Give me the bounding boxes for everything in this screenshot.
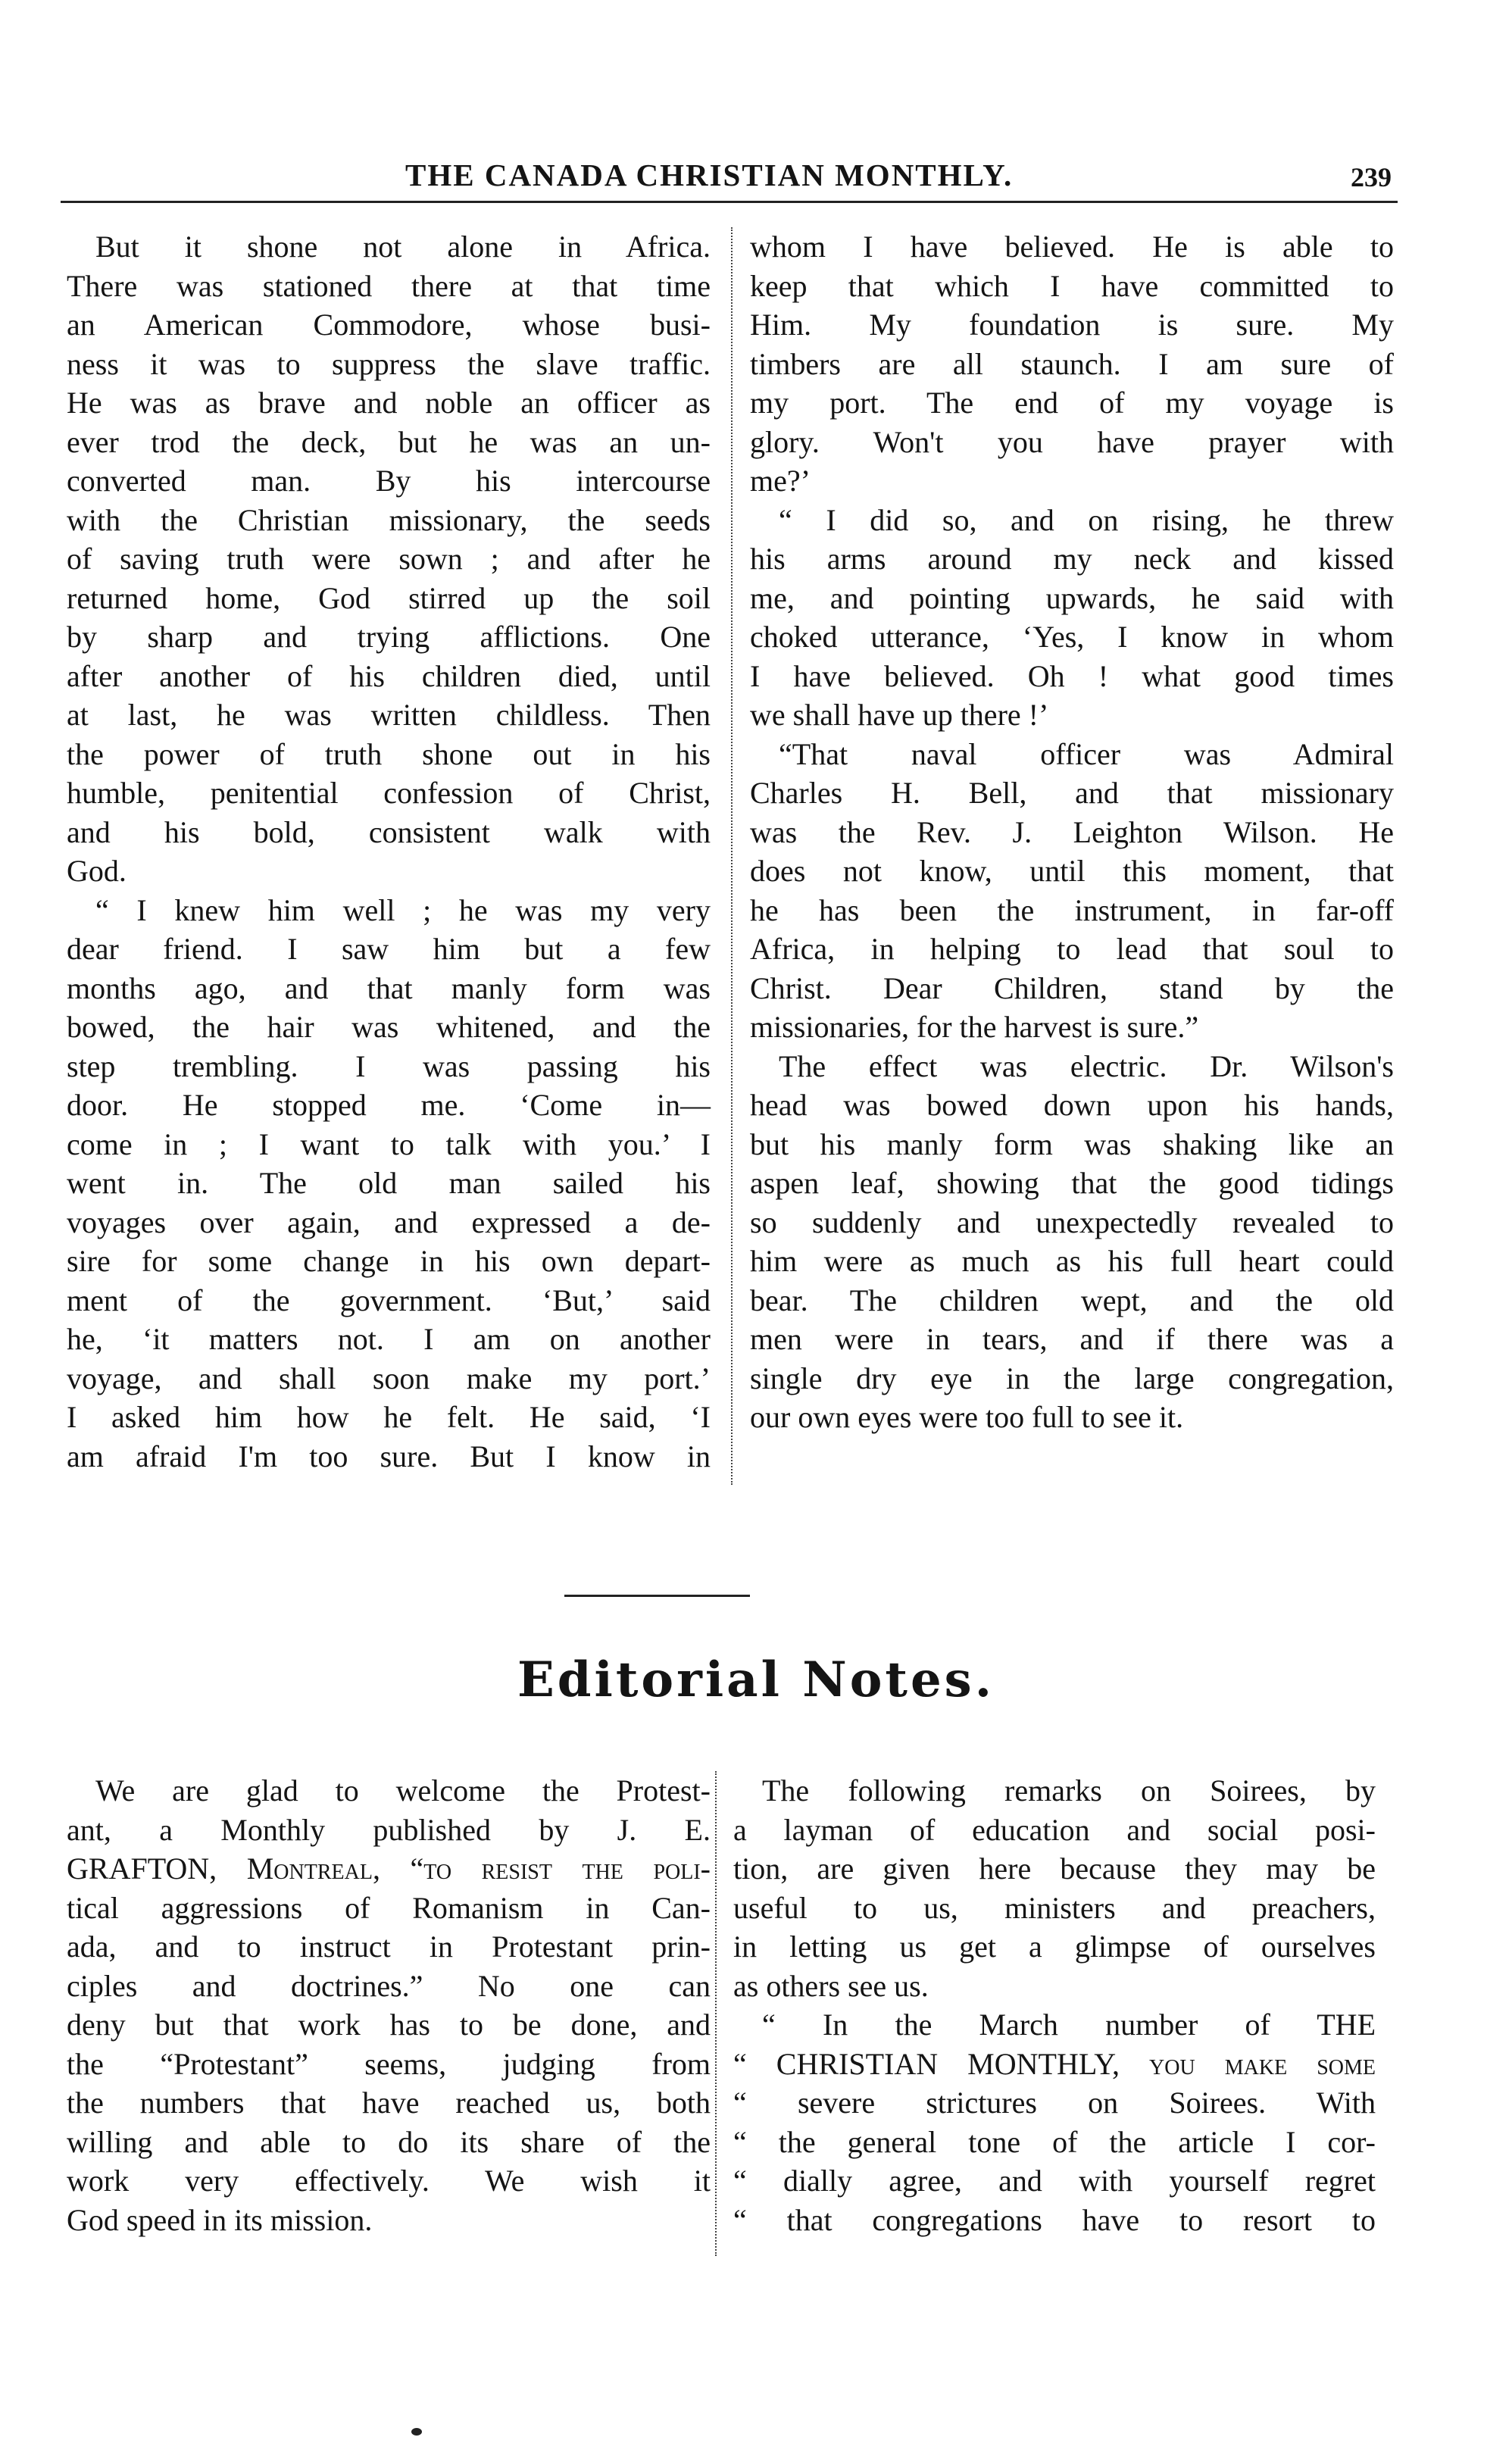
text-line: God speed in its mission. (67, 2202, 373, 2237)
article-paragraph (750, 501, 1394, 735)
article-paragraph (67, 891, 711, 1476)
text-line: at last, he was written childless. Then (67, 698, 711, 732)
page-number: 239 (1351, 162, 1392, 192)
text-line: aspen leaf, showing that the good tidings (750, 1166, 1394, 1200)
text-line: God. (67, 854, 127, 888)
text-line: he has been the instrument, in far-off (750, 892, 1394, 927)
text-line: dear friend. I saw him but a few (67, 932, 711, 966)
text-line: But it shone not alone in Africa. (95, 230, 711, 264)
text-line: “ I did so, and on rising, he threw (779, 502, 1394, 537)
article-paragraph (750, 227, 1394, 501)
text-line: I asked him how he felt. He said, ‘I (67, 1400, 711, 1434)
text-line: missionaries, for the harvest is sure.” (750, 1010, 1199, 1044)
article-paragraph (750, 735, 1394, 1047)
text-line: voyages over again, and expressed a de- (67, 1205, 711, 1239)
article-paragraph (750, 1047, 1394, 1437)
text-line: does not know, until this moment, that (750, 854, 1394, 888)
section-title: Editorial Notes. (517, 1651, 995, 1708)
text-line: “ In the March number of THE (762, 2008, 1376, 2042)
text-line: as others see us. (733, 1968, 929, 2003)
text-line: bowed, the hair was whitened, and the (67, 1010, 711, 1044)
running-header (61, 155, 1398, 203)
column-divider (731, 227, 733, 1485)
text-line: Him. My foundation is sure. My (750, 308, 1394, 342)
text-line: so suddenly and unexpectedly revealed to (750, 1205, 1394, 1239)
editorial-paragraph (733, 2005, 1376, 2239)
text-line: whom I have believed. He is able to (750, 230, 1394, 264)
text-line: The effect was electric. Dr. Wilson's (779, 1048, 1394, 1083)
section-separator-rule (564, 1595, 750, 1597)
text-line: Charles H. Bell, and that missionary (750, 776, 1394, 810)
text-line: the power of truth shone out in his (67, 736, 711, 771)
text-line: ada, and to instruct in Protestant prin- (67, 1929, 711, 1964)
text-line: useful to us, ministers and preachers, (733, 1890, 1376, 1925)
text-line: tical aggressions of Romanism in Can- (67, 1890, 711, 1925)
text-line: my port. The end of my voyage is (750, 386, 1394, 420)
text-line: tion, are given here because they may be (733, 1851, 1376, 1886)
text-line: with the Christian missionary, the seeds (67, 502, 711, 537)
text-line: deny but that work has to be done, and (67, 2008, 711, 2042)
article-paragraph (67, 227, 711, 891)
text-line: an American Commodore, whose busi- (67, 308, 711, 342)
text-line: Africa, in helping to lead that soul to (750, 932, 1394, 966)
article-left-column (67, 227, 711, 1476)
text-line: ment of the government. ‘But,’ said (67, 1283, 711, 1317)
text-line: ness it was to suppress the slave traffic. (67, 346, 711, 381)
text-line: went in. The old man sailed his (67, 1166, 711, 1200)
text-line: returned home, God stirred up the soil (67, 580, 711, 615)
text-line: There was stationed there at that time (67, 268, 711, 303)
text-line: but his manly form was shaking like an (750, 1126, 1394, 1161)
text-line: Christ. Dear Children, stand by the (750, 970, 1394, 1005)
text-line: converted man. By his intercourse (67, 464, 711, 498)
text-line: choked utterance, ‘Yes, I know in whom (750, 620, 1394, 654)
text-line: We are glad to welcome the Protest- (95, 1773, 711, 1808)
text-line: by sharp and trying afflictions. One (67, 620, 711, 654)
text-line: our own eyes were too full to see it. (750, 1400, 1184, 1434)
editorial-paragraph (733, 1771, 1376, 2005)
text-line: am afraid I'm too sure. But I know in (67, 1439, 711, 1473)
text-line: “ severe strictures on Soirees. With (733, 2086, 1376, 2120)
ink-speck (411, 2428, 422, 2436)
text-line: glory. Won't you have prayer with (750, 424, 1394, 459)
editorial-paragraph (67, 1771, 711, 2239)
text-line: the “Protestant” seems, judging from (67, 2046, 711, 2081)
text-line: his arms around my neck and kissed (750, 542, 1394, 576)
text-line: a layman of education and social posi- (733, 1812, 1376, 1847)
text-line: “ I knew him well ; he was my very (95, 892, 711, 927)
text-line: “ the general tone of the article I cor- (733, 2124, 1376, 2159)
text-line: “ that congregations have to resort to (733, 2202, 1376, 2237)
column-divider (715, 1771, 717, 2256)
text-line: sire for some change in his own depart- (67, 1244, 711, 1278)
text-line: men were in tears, and if there was a (750, 1322, 1394, 1356)
text-line: ant, a Monthly published by J. E. (67, 1812, 711, 1847)
running-title: THE CANADA CHRISTIAN MONTHLY. (405, 158, 1014, 192)
text-line: him were as much as his full heart could (750, 1244, 1394, 1278)
text-line: work very effectively. We wish it (67, 2164, 711, 2198)
text-line: step trembling. I was passing his (67, 1048, 711, 1083)
text-line: come in ; I want to talk with you.’ I (67, 1126, 711, 1161)
text-line: after another of his children died, until (67, 658, 711, 693)
article-right-column (750, 227, 1394, 1437)
text-line: “ CHRISTIAN MONTHLY, you make some (733, 2046, 1376, 2081)
text-line: timbers are all staunch. I am sure of (750, 346, 1394, 381)
text-line: keep that which I have committed to (750, 268, 1394, 303)
text-line: of saving truth were sown ; and after he (67, 542, 711, 576)
text-line: we shall have up there !’ (750, 698, 1049, 732)
text-line: “That naval officer was Admiral (779, 736, 1394, 771)
text-line: I have believed. Oh ! what good times (750, 658, 1394, 693)
text-line: he, ‘it matters not. I am on another (67, 1322, 711, 1356)
text-line: ever trod the deck, but he was an un- (67, 424, 711, 459)
editorial-right-column (733, 1771, 1376, 2239)
text-line: He was as brave and noble an officer as (67, 386, 711, 420)
text-line: the numbers that have reached us, both (67, 2086, 711, 2120)
text-line: single dry eye in the large congregation, (750, 1361, 1394, 1395)
text-line: willing and able to do its share of the (67, 2124, 711, 2159)
text-line: The following remarks on Soirees, by (762, 1773, 1376, 1808)
text-line: in letting us get a glimpse of ourselves (733, 1929, 1376, 1964)
text-line: humble, penitential confession of Christ, (67, 776, 711, 810)
text-line: and his bold, consistent walk with (67, 814, 711, 849)
text-line: “ dially agree, and with yourself regret (733, 2164, 1376, 2198)
text-line: door. He stopped me. ‘Come in— (67, 1088, 711, 1122)
editorial-left-column (67, 1771, 711, 2239)
text-line: bear. The children wept, and the old (750, 1283, 1394, 1317)
text-line: voyage, and shall soon make my port.’ (67, 1361, 711, 1395)
text-line: was the Rev. J. Leighton Wilson. He (750, 814, 1394, 849)
text-line: months ago, and that manly form was (67, 970, 711, 1005)
text-line: me, and pointing upwards, he said with (750, 580, 1394, 615)
text-line: head was bowed down upon his hands, (750, 1088, 1394, 1122)
text-line: ciples and doctrines.” No one can (67, 1968, 711, 2003)
text-line: GRAFTON, Montreal, “to resist the poli- (67, 1851, 711, 1886)
text-line: me?’ (750, 464, 811, 498)
